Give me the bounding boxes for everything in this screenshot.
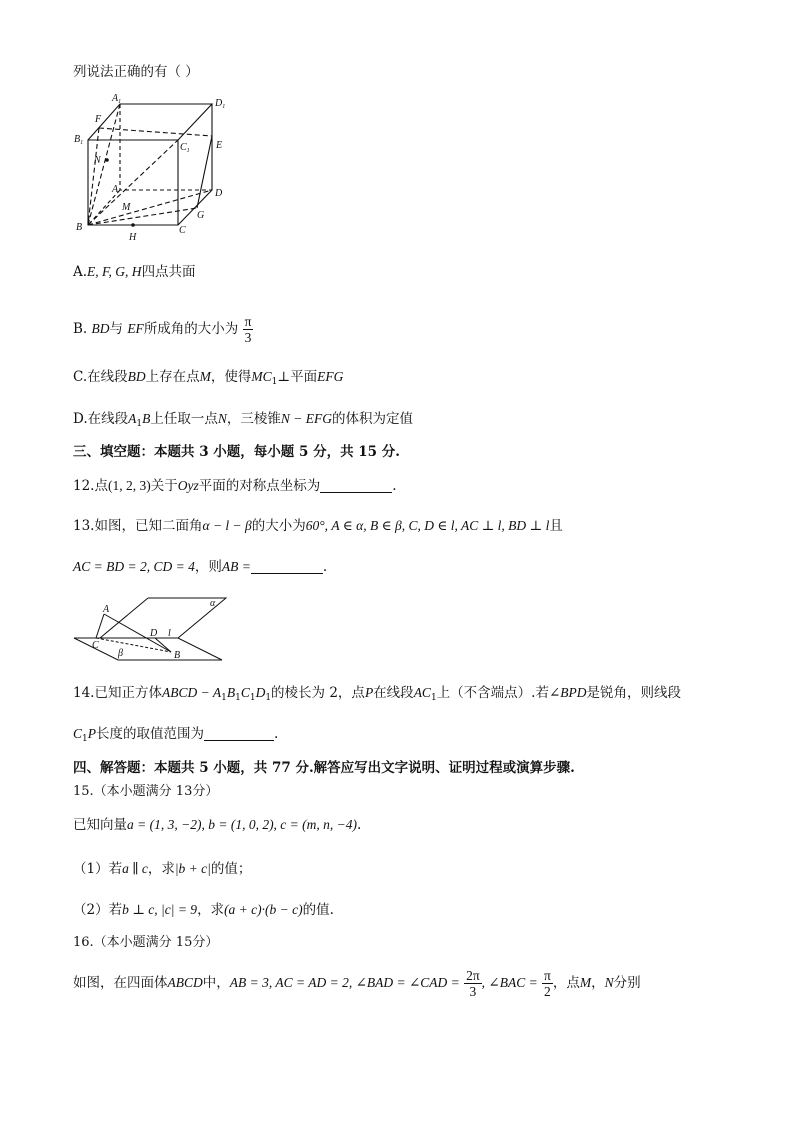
point-H xyxy=(131,223,135,227)
option-d: D.在线段$A_1B$上任取一点N，三棱锥N − EFG的体积为定值 xyxy=(73,411,413,429)
label-H: H xyxy=(129,232,137,243)
option-c: C.在线段BD上存在点M，使得$MC_1\perp$平面EFG xyxy=(73,369,344,387)
label-C: C xyxy=(179,225,186,236)
question-15-part1: （1）若a ∥ c，求|b + c|的值； xyxy=(73,861,252,877)
question-16-body: 如图，在四面体ABCD中，AB = 3, AC = AD = 2, ∠BAD = ∠CAD = $\frac{2\pi}{3}$ , ∠BAC = $\frac{\pi}{2}$ ，点M，N分别 xyxy=(73,968,641,999)
label-E: E xyxy=(216,140,223,151)
label-A1: $A_1$ xyxy=(112,93,122,105)
question-15-vectors: 已知向量a = (1, 3, −2), b = (1, 0, 2), c = (m, n, −4). xyxy=(73,817,362,833)
label-N: N xyxy=(94,155,101,166)
label-D: D xyxy=(215,188,223,199)
question-15-header: 15.（本小题满分 13分） xyxy=(73,784,219,799)
label-B1: $B_1$ xyxy=(74,134,84,146)
label-D1: $D_1$ xyxy=(215,98,226,110)
fraction-pi-over-2: $\frac{\pi}{2}$ xyxy=(544,968,551,999)
question-12: 12.点(1, 2, 3)关于Oyz平面的对称点坐标为 . xyxy=(73,478,397,494)
section-4-heading: 四、解答题：本题共 5 小题，共 77 分.解答应写出文字说明、证明过程或演算步骤. xyxy=(73,760,575,776)
fraction-pi-over-3: $\frac{\pi}{3}$ xyxy=(244,314,252,345)
label-B: B xyxy=(76,222,83,233)
question-16-header: 16.（本小题满分 15分） xyxy=(73,935,219,950)
label-l: l xyxy=(168,628,171,639)
label-C1: $C_1$ xyxy=(180,142,190,154)
intro-text: 列说法正确的有（ ） xyxy=(73,64,199,80)
answer-blank-12[interactable] xyxy=(320,478,392,493)
question-15-part2: （2）若b ⊥ c, |c| = 9，求(a + c)·(b − c)的值. xyxy=(73,902,334,918)
label-alpha: α xyxy=(210,598,216,609)
cube-figure xyxy=(70,90,240,250)
label-M: M xyxy=(122,202,131,213)
option-b: B. BD与 EF所成角的大小为 $\frac{\pi}{3}$ xyxy=(73,314,252,345)
answer-blank-13[interactable] xyxy=(251,559,323,574)
label-C: C xyxy=(92,640,99,651)
question-13-line1: 13.如图，已知二面角α − l − β的大小为60°, A ∈ α, B ∈ β, C, D ∈ l, AC ⊥ l, BD ⊥ l且 xyxy=(73,518,563,534)
label-B: B xyxy=(174,650,181,661)
label-A: A xyxy=(103,604,110,615)
label-F: F xyxy=(95,114,102,125)
option-a: A.E, F, G, H四点共面 xyxy=(73,264,196,280)
section-3-heading: 三、填空题：本题共 3 小题，每小题 5 分，共 15 分. xyxy=(73,444,400,460)
label-D: D xyxy=(150,628,158,639)
question-13-line2: AC = BD = 2, CD = 4，则AB = . xyxy=(73,559,328,575)
question-14-line2: $C_1P$长度的取值范围为 . xyxy=(73,726,279,744)
point-N xyxy=(105,158,109,162)
label-beta: β xyxy=(118,648,123,659)
fraction-2pi-over-3: $\frac{2\pi}{3}$ xyxy=(466,968,480,999)
dihedral-figure xyxy=(70,592,230,664)
question-14-line1: 14.已知正方体ABCD − $A_1B_1C_1D_1$的棱长为 2，点P在线段$AC_1$上（不含端点）.若∠BPD是锐角，则线段 xyxy=(73,685,682,703)
label-A: A xyxy=(112,184,119,195)
answer-blank-14[interactable] xyxy=(204,726,274,741)
label-G: G xyxy=(197,210,205,221)
